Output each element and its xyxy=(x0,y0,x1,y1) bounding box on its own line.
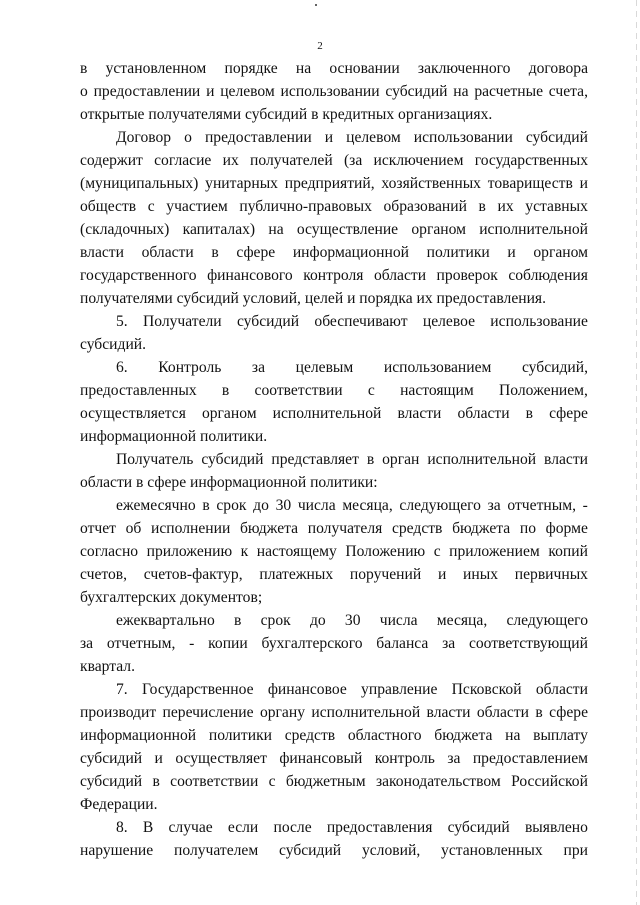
word: осуществление xyxy=(296,221,399,238)
word: первичных xyxy=(514,566,588,583)
word: политики xyxy=(208,727,272,744)
word: за xyxy=(251,359,266,376)
word: органом xyxy=(411,221,466,238)
word: предоставления xyxy=(326,819,433,836)
word: информационной xyxy=(80,727,197,744)
text-line xyxy=(80,80,588,103)
word: о xyxy=(80,83,88,100)
word: субсидий xyxy=(525,129,588,146)
word: Положением, xyxy=(499,382,588,399)
word: в xyxy=(525,405,534,422)
word: заключенного xyxy=(417,60,511,77)
word: с xyxy=(433,543,441,560)
word: Получатель xyxy=(116,451,194,468)
word: ежеквартально xyxy=(116,612,215,629)
word: о xyxy=(184,129,192,146)
word: соответствии xyxy=(170,773,259,790)
paragraph-first-line xyxy=(80,494,588,517)
word: за xyxy=(442,635,456,652)
word: выявлено xyxy=(524,819,588,836)
word: обществ xyxy=(80,198,137,215)
word: (муниципальных) xyxy=(80,175,199,192)
word: Государственное xyxy=(141,681,254,698)
word: при xyxy=(563,842,588,859)
word: установленном xyxy=(105,60,207,77)
word: содержит xyxy=(80,152,143,169)
word: власти xyxy=(397,405,442,422)
word: исполнительной xyxy=(479,221,588,238)
word: следующего xyxy=(506,612,588,629)
word: контроль xyxy=(374,750,435,767)
word: перечисление xyxy=(162,704,254,721)
text-line xyxy=(80,195,588,218)
word: Договор xyxy=(116,129,172,146)
word: и xyxy=(206,83,215,100)
word: представляет xyxy=(271,451,359,468)
word: об xyxy=(125,520,142,537)
text-line: бухгалтерских документов; xyxy=(80,589,263,606)
paragraph-first-line xyxy=(80,126,588,149)
word: (складочных) xyxy=(80,221,170,238)
word: соответствии xyxy=(254,382,343,399)
word: использование xyxy=(490,313,588,330)
word: исполнительной xyxy=(272,405,382,422)
word: предоставлении xyxy=(204,129,312,146)
word: в xyxy=(221,382,230,399)
word: Получатели xyxy=(143,313,222,330)
word: органом xyxy=(201,405,257,422)
word: исполнении xyxy=(151,520,231,537)
word: и xyxy=(324,129,334,146)
word: области xyxy=(457,405,510,422)
word: отчетным, xyxy=(507,497,576,514)
word: бюджета xyxy=(452,520,511,537)
word: исполнительной xyxy=(427,451,537,468)
text-line: информационной политики. xyxy=(80,428,268,445)
word: 8. xyxy=(116,819,128,836)
scan-edge-artifact xyxy=(636,0,637,905)
page-number: 2 xyxy=(317,40,323,52)
word: Контроль xyxy=(158,359,222,376)
word: субсидий xyxy=(80,750,143,767)
word: публично-правовых xyxy=(239,198,372,215)
word: форме xyxy=(545,520,588,537)
word: приложением xyxy=(449,543,540,560)
word: соблюдения xyxy=(508,267,588,284)
word: исполнительной xyxy=(311,704,421,721)
word: числа xyxy=(297,497,336,514)
word: использовании xyxy=(413,129,513,146)
word: на xyxy=(505,727,521,744)
word: 5. xyxy=(116,313,128,330)
word: порядке xyxy=(224,60,278,77)
word: в xyxy=(152,773,160,790)
word: Псковской xyxy=(451,681,522,698)
word: за xyxy=(447,750,461,767)
word: до xyxy=(309,612,326,629)
word: контроля xyxy=(303,267,364,284)
word: предоставлением xyxy=(472,750,588,767)
word: государственных xyxy=(474,152,588,169)
word: субсидий, xyxy=(521,359,588,376)
word: в xyxy=(478,198,486,215)
word: баланса xyxy=(376,635,429,652)
word: приложению xyxy=(146,543,233,560)
word: осуществляется xyxy=(80,405,186,422)
word: Положению xyxy=(345,543,426,560)
text-line xyxy=(80,57,588,80)
word: использовании xyxy=(280,83,380,100)
word: власти xyxy=(80,244,124,261)
word: сфере xyxy=(236,244,276,261)
paragraph-first-line xyxy=(80,356,588,379)
word: счетов, xyxy=(80,566,128,583)
text-line xyxy=(80,839,588,862)
word: расчетные xyxy=(474,83,543,100)
text-line xyxy=(80,724,588,747)
word: основании xyxy=(329,60,400,77)
text-line xyxy=(80,379,588,402)
word: - xyxy=(189,635,195,652)
paragraph-first-line xyxy=(80,678,588,701)
word: области xyxy=(535,681,588,698)
word: до xyxy=(253,497,269,514)
word: областного xyxy=(347,727,422,744)
text-line xyxy=(80,540,588,563)
word: органом xyxy=(533,244,588,261)
scan-speck-artifact xyxy=(315,4,317,6)
text-line: субсидий. xyxy=(80,336,147,353)
word: орган xyxy=(382,451,420,468)
word: настоящим xyxy=(400,382,474,399)
word: в xyxy=(535,704,543,721)
word: получателем xyxy=(174,842,259,859)
text-line xyxy=(80,563,588,586)
word: целевым xyxy=(295,359,354,376)
word: органу xyxy=(259,704,305,721)
text-line xyxy=(80,402,588,425)
word: финансовое xyxy=(267,681,347,698)
text-line xyxy=(80,241,588,264)
word: бюджетным xyxy=(285,773,366,790)
word: получателя xyxy=(307,520,383,537)
text-line xyxy=(80,149,588,172)
word: предоставлении xyxy=(93,83,201,100)
word: бюджета xyxy=(434,727,493,744)
text-line xyxy=(80,172,588,195)
text-line: Федерации. xyxy=(80,796,158,813)
word: ежемесячно xyxy=(116,497,196,514)
word: если xyxy=(227,819,259,836)
word: субсидий xyxy=(80,773,143,790)
word: выплату xyxy=(533,727,588,744)
word: установленных xyxy=(441,842,543,859)
text-line xyxy=(80,517,588,540)
word: образований xyxy=(383,198,467,215)
word: соответствующий xyxy=(468,635,588,652)
word: в xyxy=(80,60,88,77)
text-line: открытые получателями субсидий в кредитных организациях. xyxy=(80,106,493,123)
word: финансового xyxy=(207,267,293,284)
word: 30 xyxy=(344,612,361,629)
word: субсидий xyxy=(236,313,300,330)
word: месяца, xyxy=(436,612,488,629)
word: унитарных xyxy=(205,175,278,192)
word: сфере xyxy=(549,405,588,422)
word: субсидий xyxy=(447,819,510,836)
word: получателей xyxy=(250,152,333,169)
text-line: получателями субсидий условий, целей и порядка их предоставления. xyxy=(80,290,546,307)
word: области xyxy=(476,704,530,721)
word: следующего xyxy=(399,497,481,514)
word: с xyxy=(268,773,276,790)
text-line xyxy=(80,218,588,241)
word: на xyxy=(295,60,312,77)
word: с xyxy=(367,382,375,399)
word: в xyxy=(211,244,219,261)
word: с xyxy=(147,198,155,215)
word: в xyxy=(366,451,375,468)
word: и xyxy=(437,566,447,583)
word: субсидий xyxy=(279,842,342,859)
word: согласие xyxy=(154,152,212,169)
word: целевом xyxy=(346,129,401,146)
word: по xyxy=(519,520,537,537)
word: использованием xyxy=(383,359,492,376)
word: уставных xyxy=(525,198,588,215)
word: обеспечивают xyxy=(314,313,408,330)
word: их xyxy=(497,198,514,215)
word: счета, xyxy=(548,83,588,100)
word: финансовый xyxy=(279,750,363,767)
word: хозяйственных xyxy=(381,175,481,192)
word: отчет xyxy=(80,520,116,537)
word: 7. xyxy=(116,681,128,698)
text-line xyxy=(80,747,588,770)
word: договора xyxy=(528,60,588,77)
word: проверок xyxy=(436,267,498,284)
word: сфере xyxy=(549,704,588,721)
word: согласно xyxy=(80,543,139,560)
word: В xyxy=(142,819,154,836)
word: законодательством xyxy=(375,773,501,790)
word: Российской xyxy=(511,773,588,790)
word: бухгалтерского xyxy=(261,635,363,652)
word: за xyxy=(487,497,501,514)
word: нарушение xyxy=(80,842,154,859)
word: капиталах) xyxy=(182,221,256,238)
word: числа xyxy=(379,612,418,629)
word: средств xyxy=(391,520,443,537)
word: срок xyxy=(260,612,291,629)
document-body xyxy=(80,57,588,862)
text-line xyxy=(80,701,588,724)
word: исключением xyxy=(373,152,464,169)
word: условий, xyxy=(361,842,421,859)
word: на xyxy=(453,83,469,100)
word: средств xyxy=(284,727,336,744)
word: поручений xyxy=(349,566,422,583)
paragraph-first-line xyxy=(80,448,588,471)
text-line: области в сфере информационной политики: xyxy=(80,474,378,491)
word: за xyxy=(80,635,94,652)
word: власти xyxy=(426,704,471,721)
word: к xyxy=(240,543,249,560)
word: области xyxy=(141,244,194,261)
word: производит xyxy=(80,704,157,721)
word: копии xyxy=(208,635,248,652)
word: в xyxy=(234,612,242,629)
paragraph-first-line xyxy=(80,609,588,632)
word: субсидий xyxy=(385,83,448,100)
word: в xyxy=(202,497,210,514)
word: предоставленных xyxy=(80,382,197,399)
word: предприятий, xyxy=(284,175,375,192)
word: и xyxy=(507,244,516,261)
text-line xyxy=(80,264,588,287)
word: их xyxy=(222,152,239,169)
paragraph-first-line xyxy=(80,816,588,839)
word: осуществляет xyxy=(175,750,267,767)
word: управление xyxy=(361,681,438,698)
word: иных xyxy=(463,566,499,583)
text-line xyxy=(80,632,588,655)
word: месяца, xyxy=(342,497,393,514)
word: бюджета xyxy=(239,520,299,537)
word: и xyxy=(154,750,163,767)
word: срок xyxy=(216,497,247,514)
word: настоящему xyxy=(256,543,337,560)
word: товариществ xyxy=(487,175,573,192)
word: и xyxy=(579,175,588,192)
word: 6. xyxy=(116,359,128,376)
word: области xyxy=(373,267,427,284)
word: 30 xyxy=(275,497,292,514)
text-line: квартал. xyxy=(80,658,135,675)
word: целевом xyxy=(220,83,275,100)
word: (за xyxy=(343,152,363,169)
text-line xyxy=(80,770,588,793)
word: информационной xyxy=(292,244,409,261)
word: копий xyxy=(548,543,588,560)
word: на xyxy=(268,221,284,238)
word: случае xyxy=(168,819,213,836)
word: политики xyxy=(426,244,490,261)
word: участием xyxy=(166,198,228,215)
word: власти xyxy=(544,451,588,468)
word: счетов-фактур, xyxy=(143,566,243,583)
word: отчетным, xyxy=(106,635,176,652)
paragraph-first-line xyxy=(80,310,588,333)
word: платежных xyxy=(259,566,334,583)
word: целевое xyxy=(422,313,475,330)
word: субсидий xyxy=(201,451,264,468)
word: государственного xyxy=(80,267,197,284)
word: - xyxy=(582,497,588,514)
word: после xyxy=(273,819,312,836)
